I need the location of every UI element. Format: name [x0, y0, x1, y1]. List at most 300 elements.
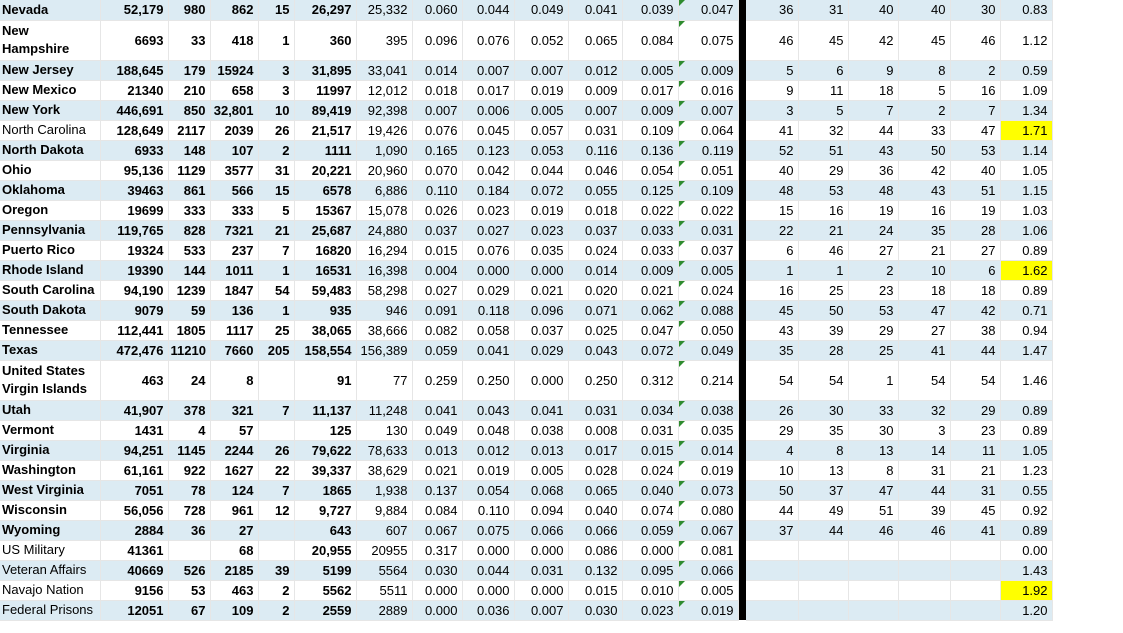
- cell-rank-r1[interactable]: 36: [746, 0, 798, 20]
- cell-c9[interactable]: 0.000: [514, 580, 568, 600]
- cell-rank-r2[interactable]: 28: [798, 340, 848, 360]
- cell-rank-r5[interactable]: [950, 540, 1000, 560]
- cell-c4[interactable]: 22: [258, 460, 294, 480]
- cell-c11[interactable]: 0.074: [622, 500, 678, 520]
- cell-c2[interactable]: 4: [168, 420, 210, 440]
- cell-c5[interactable]: 158,554: [294, 340, 356, 360]
- cell-c12[interactable]: 0.081: [678, 540, 738, 560]
- cell-c9[interactable]: 0.031: [514, 560, 568, 580]
- cell-c3[interactable]: 1011: [210, 260, 258, 280]
- cell-c1[interactable]: 463: [100, 360, 168, 400]
- cell-c6[interactable]: 58,298: [356, 280, 412, 300]
- cell-rank-r2[interactable]: [798, 560, 848, 580]
- cell-c11[interactable]: 0.024: [622, 460, 678, 480]
- cell-c11[interactable]: 0.125: [622, 180, 678, 200]
- cell-c5[interactable]: 2559: [294, 600, 356, 620]
- cell-c7[interactable]: 0.082: [412, 320, 462, 340]
- cell-c6[interactable]: 11,248: [356, 400, 412, 420]
- cell-rank-r2[interactable]: 29: [798, 160, 848, 180]
- cell-c9[interactable]: 0.013: [514, 440, 568, 460]
- cell-rank-r3[interactable]: 30: [848, 420, 898, 440]
- cell-c4[interactable]: 1: [258, 20, 294, 60]
- cell-c1[interactable]: 52,179: [100, 0, 168, 20]
- cell-rank-r5[interactable]: 2: [950, 60, 1000, 80]
- cell-rank-r5[interactable]: 53: [950, 140, 1000, 160]
- cell-rank-r5[interactable]: 27: [950, 240, 1000, 260]
- cell-c2[interactable]: 1805: [168, 320, 210, 340]
- cell-c1[interactable]: 21340: [100, 80, 168, 100]
- cell-c4[interactable]: 2: [258, 580, 294, 600]
- cell-c8[interactable]: 0.075: [462, 520, 514, 540]
- cell-c3[interactable]: 57: [210, 420, 258, 440]
- cell-c2[interactable]: 1239: [168, 280, 210, 300]
- cell-c10[interactable]: 0.071: [568, 300, 622, 320]
- cell-c11[interactable]: 0.136: [622, 140, 678, 160]
- cell-rank-r2[interactable]: 21: [798, 220, 848, 240]
- cell-rank-r5[interactable]: 18: [950, 280, 1000, 300]
- cell-c12[interactable]: 0.005: [678, 260, 738, 280]
- cell-c11[interactable]: 0.072: [622, 340, 678, 360]
- cell-c8[interactable]: 0.023: [462, 200, 514, 220]
- cell-rank-r1[interactable]: 54: [746, 360, 798, 400]
- cell-c5[interactable]: 1111: [294, 140, 356, 160]
- cell-c9[interactable]: 0.019: [514, 200, 568, 220]
- cell-c1[interactable]: 446,691: [100, 100, 168, 120]
- cell-c8[interactable]: 0.017: [462, 80, 514, 100]
- cell-ratio[interactable]: 1.46: [1000, 360, 1052, 400]
- cell-ratio[interactable]: 1.71: [1000, 120, 1052, 140]
- cell-ratio[interactable]: 1.43: [1000, 560, 1052, 580]
- cell-rank-r3[interactable]: 51: [848, 500, 898, 520]
- cell-c2[interactable]: 980: [168, 0, 210, 20]
- cell-c2[interactable]: 144: [168, 260, 210, 280]
- cell-c10[interactable]: 0.018: [568, 200, 622, 220]
- cell-rank-r5[interactable]: 44: [950, 340, 1000, 360]
- cell-c5[interactable]: 39,337: [294, 460, 356, 480]
- cell-ratio[interactable]: 0.94: [1000, 320, 1052, 340]
- cell-rank-r1[interactable]: [746, 540, 798, 560]
- cell-state-name[interactable]: Nevada: [0, 0, 100, 20]
- cell-c8[interactable]: 0.029: [462, 280, 514, 300]
- cell-c12[interactable]: 0.037: [678, 240, 738, 260]
- cell-c4[interactable]: 1: [258, 300, 294, 320]
- cell-rank-r1[interactable]: 46: [746, 20, 798, 60]
- cell-c11[interactable]: 0.033: [622, 220, 678, 240]
- cell-state-name[interactable]: United States Virgin Islands: [0, 360, 100, 400]
- cell-c10[interactable]: 0.065: [568, 480, 622, 500]
- cell-c6[interactable]: 2889: [356, 600, 412, 620]
- cell-state-name[interactable]: Veteran Affairs: [0, 560, 100, 580]
- cell-c6[interactable]: 1,090: [356, 140, 412, 160]
- cell-c4[interactable]: 39: [258, 560, 294, 580]
- cell-rank-r4[interactable]: 47: [898, 300, 950, 320]
- cell-rank-r2[interactable]: 31: [798, 0, 848, 20]
- cell-c12[interactable]: 0.066: [678, 560, 738, 580]
- cell-rank-r2[interactable]: 51: [798, 140, 848, 160]
- cell-c7[interactable]: 0.096: [412, 20, 462, 60]
- cell-c8[interactable]: 0.044: [462, 0, 514, 20]
- cell-rank-r3[interactable]: 44: [848, 120, 898, 140]
- cell-c2[interactable]: 533: [168, 240, 210, 260]
- cell-c8[interactable]: 0.042: [462, 160, 514, 180]
- cell-c5[interactable]: 38,065: [294, 320, 356, 340]
- cell-c6[interactable]: 946: [356, 300, 412, 320]
- cell-rank-r4[interactable]: 45: [898, 20, 950, 60]
- cell-state-name[interactable]: Federal Prisons: [0, 600, 100, 620]
- cell-c9[interactable]: 0.072: [514, 180, 568, 200]
- cell-rank-r1[interactable]: 4: [746, 440, 798, 460]
- cell-c8[interactable]: 0.007: [462, 60, 514, 80]
- cell-ratio[interactable]: 1.03: [1000, 200, 1052, 220]
- cell-c7[interactable]: 0.004: [412, 260, 462, 280]
- cell-c6[interactable]: 12,012: [356, 80, 412, 100]
- cell-c12[interactable]: 0.119: [678, 140, 738, 160]
- cell-state-name[interactable]: Rhode Island: [0, 260, 100, 280]
- cell-c10[interactable]: 0.015: [568, 580, 622, 600]
- cell-c11[interactable]: 0.009: [622, 260, 678, 280]
- cell-state-name[interactable]: Ohio: [0, 160, 100, 180]
- cell-c2[interactable]: 78: [168, 480, 210, 500]
- cell-rank-r4[interactable]: 21: [898, 240, 950, 260]
- cell-c4[interactable]: [258, 540, 294, 560]
- cell-c6[interactable]: 9,884: [356, 500, 412, 520]
- cell-rank-r1[interactable]: 3: [746, 100, 798, 120]
- cell-c1[interactable]: 19324: [100, 240, 168, 260]
- cell-ratio[interactable]: 0.92: [1000, 500, 1052, 520]
- cell-c7[interactable]: 0.084: [412, 500, 462, 520]
- cell-c7[interactable]: 0.070: [412, 160, 462, 180]
- cell-c5[interactable]: 11,137: [294, 400, 356, 420]
- cell-c8[interactable]: 0.250: [462, 360, 514, 400]
- cell-rank-r3[interactable]: 7: [848, 100, 898, 120]
- cell-ratio[interactable]: 1.34: [1000, 100, 1052, 120]
- cell-rank-r5[interactable]: [950, 600, 1000, 620]
- cell-c7[interactable]: 0.059: [412, 340, 462, 360]
- cell-c11[interactable]: 0.015: [622, 440, 678, 460]
- cell-rank-r3[interactable]: [848, 540, 898, 560]
- cell-c7[interactable]: 0.030: [412, 560, 462, 580]
- cell-c10[interactable]: 0.020: [568, 280, 622, 300]
- cell-ratio[interactable]: 0.89: [1000, 400, 1052, 420]
- cell-c1[interactable]: 41361: [100, 540, 168, 560]
- cell-c4[interactable]: 2: [258, 600, 294, 620]
- cell-c5[interactable]: 91: [294, 360, 356, 400]
- cell-c6[interactable]: 16,294: [356, 240, 412, 260]
- cell-rank-r5[interactable]: 7: [950, 100, 1000, 120]
- cell-c5[interactable]: 15367: [294, 200, 356, 220]
- cell-rank-r4[interactable]: 50: [898, 140, 950, 160]
- cell-c6[interactable]: 15,078: [356, 200, 412, 220]
- cell-ratio[interactable]: 0.89: [1000, 280, 1052, 300]
- cell-rank-r5[interactable]: 21: [950, 460, 1000, 480]
- cell-rank-r3[interactable]: 27: [848, 240, 898, 260]
- cell-rank-r4[interactable]: 2: [898, 100, 950, 120]
- cell-rank-r3[interactable]: 19: [848, 200, 898, 220]
- cell-rank-r4[interactable]: 10: [898, 260, 950, 280]
- cell-rank-r1[interactable]: 15: [746, 200, 798, 220]
- cell-c2[interactable]: 24: [168, 360, 210, 400]
- cell-rank-r1[interactable]: [746, 560, 798, 580]
- cell-rank-r1[interactable]: 22: [746, 220, 798, 240]
- cell-c9[interactable]: 0.005: [514, 100, 568, 120]
- cell-c9[interactable]: 0.005: [514, 460, 568, 480]
- cell-rank-r4[interactable]: 44: [898, 480, 950, 500]
- cell-state-name[interactable]: North Carolina: [0, 120, 100, 140]
- cell-c2[interactable]: 11210: [168, 340, 210, 360]
- cell-c11[interactable]: 0.047: [622, 320, 678, 340]
- cell-c12[interactable]: 0.075: [678, 20, 738, 60]
- cell-c7[interactable]: 0.021: [412, 460, 462, 480]
- cell-c5[interactable]: 16820: [294, 240, 356, 260]
- cell-rank-r4[interactable]: [898, 560, 950, 580]
- cell-c5[interactable]: 31,895: [294, 60, 356, 80]
- cell-c8[interactable]: 0.043: [462, 400, 514, 420]
- cell-ratio[interactable]: 1.62: [1000, 260, 1052, 280]
- cell-ratio[interactable]: 1.20: [1000, 600, 1052, 620]
- cell-c2[interactable]: 728: [168, 500, 210, 520]
- cell-c1[interactable]: 119,765: [100, 220, 168, 240]
- cell-ratio[interactable]: 1.23: [1000, 460, 1052, 480]
- cell-c8[interactable]: 0.036: [462, 600, 514, 620]
- cell-rank-r2[interactable]: 49: [798, 500, 848, 520]
- cell-rank-r3[interactable]: 43: [848, 140, 898, 160]
- cell-rank-r3[interactable]: 42: [848, 20, 898, 60]
- cell-state-name[interactable]: New Hampshire: [0, 20, 100, 60]
- cell-rank-r1[interactable]: 40: [746, 160, 798, 180]
- cell-c12[interactable]: 0.049: [678, 340, 738, 360]
- cell-c6[interactable]: 1,938: [356, 480, 412, 500]
- cell-c10[interactable]: 0.024: [568, 240, 622, 260]
- cell-c12[interactable]: 0.064: [678, 120, 738, 140]
- cell-c4[interactable]: [258, 360, 294, 400]
- cell-rank-r4[interactable]: 33: [898, 120, 950, 140]
- cell-c10[interactable]: 0.017: [568, 440, 622, 460]
- cell-c5[interactable]: 16531: [294, 260, 356, 280]
- cell-c10[interactable]: 0.043: [568, 340, 622, 360]
- cell-c4[interactable]: 12: [258, 500, 294, 520]
- cell-c2[interactable]: 2117: [168, 120, 210, 140]
- cell-c12[interactable]: 0.109: [678, 180, 738, 200]
- cell-c1[interactable]: 39463: [100, 180, 168, 200]
- cell-c11[interactable]: 0.084: [622, 20, 678, 60]
- cell-c5[interactable]: 1865: [294, 480, 356, 500]
- cell-c3[interactable]: 7321: [210, 220, 258, 240]
- cell-state-name[interactable]: South Dakota: [0, 300, 100, 320]
- cell-c3[interactable]: 109: [210, 600, 258, 620]
- cell-c11[interactable]: 0.009: [622, 100, 678, 120]
- cell-c11[interactable]: 0.312: [622, 360, 678, 400]
- cell-c12[interactable]: 0.019: [678, 600, 738, 620]
- cell-state-name[interactable]: Vermont: [0, 420, 100, 440]
- cell-rank-r4[interactable]: 42: [898, 160, 950, 180]
- cell-rank-r4[interactable]: 32: [898, 400, 950, 420]
- cell-rank-r2[interactable]: 35: [798, 420, 848, 440]
- cell-c5[interactable]: 11997: [294, 80, 356, 100]
- cell-ratio[interactable]: 0.89: [1000, 420, 1052, 440]
- cell-c1[interactable]: 1431: [100, 420, 168, 440]
- cell-rank-r2[interactable]: 46: [798, 240, 848, 260]
- cell-c8[interactable]: 0.000: [462, 540, 514, 560]
- cell-c2[interactable]: 333: [168, 200, 210, 220]
- cell-c12[interactable]: 0.038: [678, 400, 738, 420]
- cell-c11[interactable]: 0.023: [622, 600, 678, 620]
- cell-c5[interactable]: 360: [294, 20, 356, 60]
- cell-ratio[interactable]: 1.15: [1000, 180, 1052, 200]
- cell-rank-r4[interactable]: [898, 540, 950, 560]
- cell-c2[interactable]: 922: [168, 460, 210, 480]
- cell-c1[interactable]: 6693: [100, 20, 168, 60]
- cell-rank-r2[interactable]: 32: [798, 120, 848, 140]
- cell-rank-r3[interactable]: 25: [848, 340, 898, 360]
- cell-c4[interactable]: 26: [258, 440, 294, 460]
- cell-c6[interactable]: 78,633: [356, 440, 412, 460]
- cell-c7[interactable]: 0.018: [412, 80, 462, 100]
- cell-c7[interactable]: 0.110: [412, 180, 462, 200]
- cell-c10[interactable]: 0.250: [568, 360, 622, 400]
- cell-c9[interactable]: 0.068: [514, 480, 568, 500]
- cell-c12[interactable]: 0.080: [678, 500, 738, 520]
- cell-rank-r3[interactable]: 36: [848, 160, 898, 180]
- cell-c12[interactable]: 0.067: [678, 520, 738, 540]
- cell-rank-r3[interactable]: 9: [848, 60, 898, 80]
- cell-c8[interactable]: 0.000: [462, 580, 514, 600]
- cell-state-name[interactable]: Washington: [0, 460, 100, 480]
- cell-rank-r5[interactable]: 47: [950, 120, 1000, 140]
- cell-rank-r3[interactable]: 47: [848, 480, 898, 500]
- cell-c4[interactable]: 2: [258, 140, 294, 160]
- cell-c8[interactable]: 0.027: [462, 220, 514, 240]
- cell-c2[interactable]: 59: [168, 300, 210, 320]
- cell-rank-r4[interactable]: 54: [898, 360, 950, 400]
- cell-c2[interactable]: 526: [168, 560, 210, 580]
- cell-c2[interactable]: 33: [168, 20, 210, 60]
- cell-c9[interactable]: 0.057: [514, 120, 568, 140]
- cell-rank-r5[interactable]: 42: [950, 300, 1000, 320]
- cell-c6[interactable]: 607: [356, 520, 412, 540]
- cell-c1[interactable]: 56,056: [100, 500, 168, 520]
- cell-c5[interactable]: 5199: [294, 560, 356, 580]
- cell-c9[interactable]: 0.044: [514, 160, 568, 180]
- cell-state-name[interactable]: Oklahoma: [0, 180, 100, 200]
- cell-c11[interactable]: 0.034: [622, 400, 678, 420]
- cell-c4[interactable]: 7: [258, 400, 294, 420]
- cell-state-name[interactable]: New York: [0, 100, 100, 120]
- cell-rank-r3[interactable]: 53: [848, 300, 898, 320]
- cell-c10[interactable]: 0.028: [568, 460, 622, 480]
- cell-c11[interactable]: 0.059: [622, 520, 678, 540]
- cell-c1[interactable]: 94,190: [100, 280, 168, 300]
- cell-c12[interactable]: 0.047: [678, 0, 738, 20]
- cell-rank-r3[interactable]: 29: [848, 320, 898, 340]
- cell-rank-r5[interactable]: 30: [950, 0, 1000, 20]
- cell-c5[interactable]: 21,517: [294, 120, 356, 140]
- cell-c12[interactable]: 0.073: [678, 480, 738, 500]
- cell-rank-r5[interactable]: 23: [950, 420, 1000, 440]
- cell-state-name[interactable]: North Dakota: [0, 140, 100, 160]
- cell-c1[interactable]: 188,645: [100, 60, 168, 80]
- cell-c6[interactable]: 16,398: [356, 260, 412, 280]
- cell-c4[interactable]: 205: [258, 340, 294, 360]
- cell-c12[interactable]: 0.016: [678, 80, 738, 100]
- cell-c4[interactable]: 15: [258, 0, 294, 20]
- cell-c8[interactable]: 0.000: [462, 260, 514, 280]
- cell-rank-r4[interactable]: 46: [898, 520, 950, 540]
- cell-c5[interactable]: 9,727: [294, 500, 356, 520]
- cell-rank-r2[interactable]: 44: [798, 520, 848, 540]
- cell-ratio[interactable]: 1.47: [1000, 340, 1052, 360]
- cell-rank-r4[interactable]: 39: [898, 500, 950, 520]
- cell-c7[interactable]: 0.259: [412, 360, 462, 400]
- cell-c3[interactable]: 2185: [210, 560, 258, 580]
- cell-c6[interactable]: 130: [356, 420, 412, 440]
- cell-rank-r2[interactable]: 30: [798, 400, 848, 420]
- cell-c10[interactable]: 0.040: [568, 500, 622, 520]
- cell-c1[interactable]: 94,251: [100, 440, 168, 460]
- cell-rank-r1[interactable]: 41: [746, 120, 798, 140]
- cell-c10[interactable]: 0.086: [568, 540, 622, 560]
- cell-rank-r5[interactable]: [950, 560, 1000, 580]
- cell-rank-r2[interactable]: 54: [798, 360, 848, 400]
- cell-rank-r3[interactable]: 23: [848, 280, 898, 300]
- cell-rank-r1[interactable]: 43: [746, 320, 798, 340]
- cell-c4[interactable]: 54: [258, 280, 294, 300]
- cell-c1[interactable]: 6933: [100, 140, 168, 160]
- cell-rank-r5[interactable]: 11: [950, 440, 1000, 460]
- cell-c7[interactable]: 0.041: [412, 400, 462, 420]
- cell-c9[interactable]: 0.000: [514, 260, 568, 280]
- cell-rank-r4[interactable]: 16: [898, 200, 950, 220]
- cell-c2[interactable]: 179: [168, 60, 210, 80]
- cell-c7[interactable]: 0.000: [412, 580, 462, 600]
- cell-c3[interactable]: 27: [210, 520, 258, 540]
- cell-rank-r2[interactable]: 37: [798, 480, 848, 500]
- cell-c7[interactable]: 0.076: [412, 120, 462, 140]
- cell-c12[interactable]: 0.050: [678, 320, 738, 340]
- cell-c2[interactable]: 148: [168, 140, 210, 160]
- cell-c1[interactable]: 128,649: [100, 120, 168, 140]
- cell-rank-r5[interactable]: 28: [950, 220, 1000, 240]
- cell-rank-r2[interactable]: 39: [798, 320, 848, 340]
- cell-rank-r1[interactable]: 48: [746, 180, 798, 200]
- cell-c3[interactable]: 463: [210, 580, 258, 600]
- cell-rank-r4[interactable]: 43: [898, 180, 950, 200]
- cell-c11[interactable]: 0.021: [622, 280, 678, 300]
- cell-ratio[interactable]: 1.14: [1000, 140, 1052, 160]
- cell-c7[interactable]: 0.067: [412, 520, 462, 540]
- cell-c4[interactable]: [258, 420, 294, 440]
- cell-c1[interactable]: 9156: [100, 580, 168, 600]
- cell-rank-r5[interactable]: 16: [950, 80, 1000, 100]
- cell-c4[interactable]: 25: [258, 320, 294, 340]
- cell-c8[interactable]: 0.076: [462, 240, 514, 260]
- cell-ratio[interactable]: 0.83: [1000, 0, 1052, 20]
- cell-c4[interactable]: 7: [258, 480, 294, 500]
- cell-c9[interactable]: 0.041: [514, 400, 568, 420]
- cell-state-name[interactable]: Virginia: [0, 440, 100, 460]
- cell-c1[interactable]: 472,476: [100, 340, 168, 360]
- cell-rank-r4[interactable]: 41: [898, 340, 950, 360]
- cell-rank-r1[interactable]: 10: [746, 460, 798, 480]
- cell-c5[interactable]: 5562: [294, 580, 356, 600]
- cell-rank-r2[interactable]: [798, 600, 848, 620]
- cell-c2[interactable]: 53: [168, 580, 210, 600]
- cell-c1[interactable]: 19699: [100, 200, 168, 220]
- cell-c7[interactable]: 0.137: [412, 480, 462, 500]
- cell-c10[interactable]: 0.008: [568, 420, 622, 440]
- cell-ratio[interactable]: 0.89: [1000, 520, 1052, 540]
- cell-c3[interactable]: 32,801: [210, 100, 258, 120]
- cell-c4[interactable]: 1: [258, 260, 294, 280]
